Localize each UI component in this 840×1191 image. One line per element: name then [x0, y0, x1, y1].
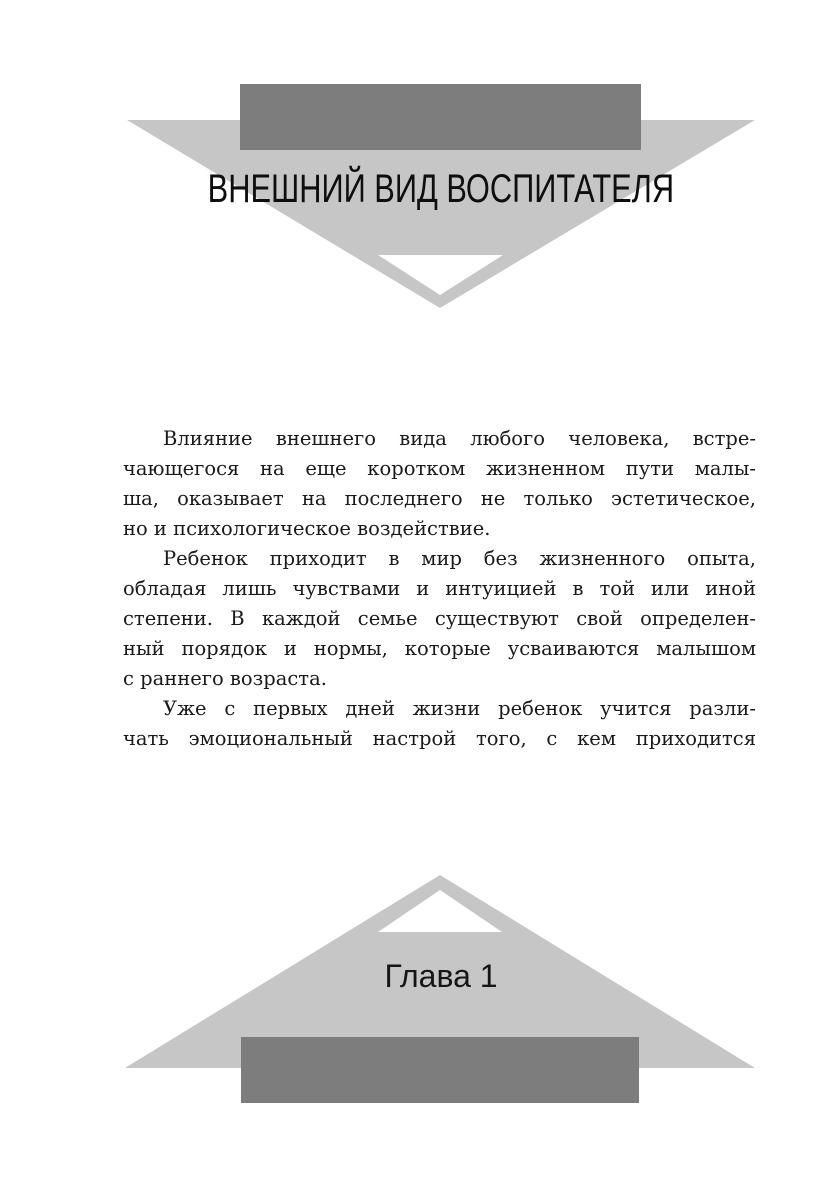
bottom-banner-rect — [241, 1037, 639, 1103]
chapter-title: ВНЕШНИЙ ВИД ВОСПИТАТЕЛЯ — [207, 166, 675, 211]
text-line: Уже с первых дней жизни ребенок учится разли- — [163, 697, 756, 720]
chapter-ornament-top — [0, 0, 840, 320]
text-line: но и психологическое воздействие. — [123, 517, 491, 540]
next-chapter-label: Глава 1 — [384, 958, 498, 994]
text-line: обладая лишь чувствами и интуицией в той или иной — [123, 577, 756, 600]
top-banner-rect — [240, 84, 641, 150]
paragraph — [123, 544, 756, 694]
text-line: степени. В каждой семье существуют свой определен- — [123, 607, 756, 630]
text-line: с раннего возраста. — [123, 667, 327, 690]
text-line: ша, оказывает на последнего не только эстетическое, — [123, 487, 756, 510]
text-line: ный порядок и нормы, которые усваиваются малышом — [123, 637, 756, 660]
text-line: чающегося на еще коротком жизненном пути малы- — [123, 457, 756, 480]
chapter-title-area — [127, 164, 755, 214]
body-text — [123, 424, 756, 754]
text-line: Влияние внешнего вида любого человека, встре- — [163, 427, 756, 450]
paragraph — [123, 424, 756, 544]
text-line: чать эмоциональный настрой того, с кем приходится — [123, 727, 756, 750]
text-line: Ребенок приходит в мир без жизненного опыта, — [163, 547, 756, 570]
paragraph — [123, 694, 756, 754]
next-chapter-label-area — [127, 956, 755, 996]
